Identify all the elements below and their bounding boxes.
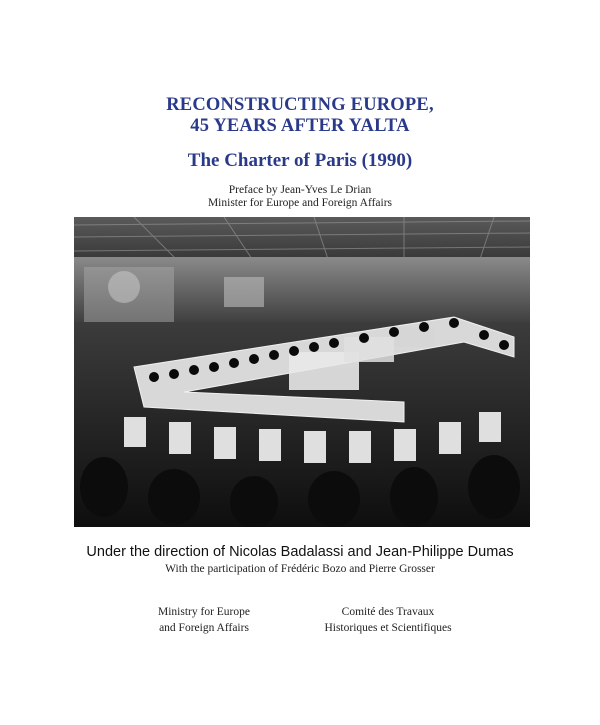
contributors-line: With the participation of Frédéric Bozo and Pierre Grosser — [165, 563, 435, 575]
summit-photo — [74, 217, 530, 527]
publisher-ministry-line-2: and Foreign Affairs — [159, 622, 249, 634]
publisher-cths-line-1: Comité des Travaux — [341, 606, 435, 618]
editors-line: Under the direction of Nicolas Badalassi and Jean-Philippe Dumas — [86, 544, 514, 560]
preface-author-role: Minister for Europe and Foreign Affairs — [207, 197, 393, 209]
preface-author: Preface by Jean-Yves Le Drian — [228, 184, 372, 196]
title-line-2: 45 YEARS AFTER YALTA — [190, 116, 410, 136]
publisher-ministry-line-1: Ministry for Europe — [158, 606, 250, 618]
publisher-ministry — [104, 604, 304, 636]
title-line-1: RECONSTRUCTING EUROPE, — [166, 95, 434, 115]
subtitle: The Charter of Paris (1990) — [187, 150, 413, 171]
publisher-cths — [288, 604, 488, 636]
publisher-cths-line-2: Historiques et Scientifiques — [324, 622, 452, 634]
summit-photo-drawing — [74, 217, 530, 527]
